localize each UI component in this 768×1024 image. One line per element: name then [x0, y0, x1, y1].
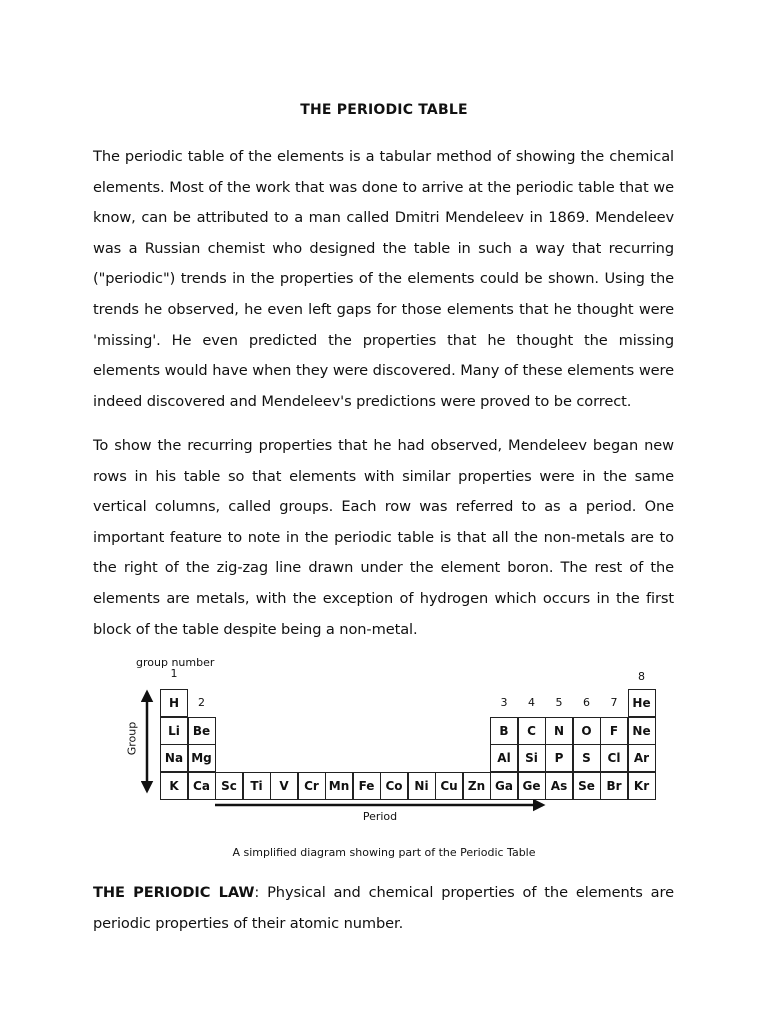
periodic-law-label: THE PERIODIC LAW [93, 884, 255, 901]
element-cell-as: As [545, 772, 573, 800]
diagram-caption: A simplified diagram showing part of the Periodic Table [232, 846, 536, 859]
group-number-2: 2 [198, 696, 205, 709]
paragraph-groups-periods: To show the recurring properties that he had observed, Mendeleev began new rows in his table so that elements with similar properties were in the same vertical columns, called groups. Each row was referred to as a period. One important feature to note in the periodic table is that all the non-metals are to the right of the zig-zag line drawn under the element boron. The rest of the elements are metals, with the exception of hydrogen which occurs in the first block of the table despite being a non-metal. [93, 437, 674, 638]
group-number-5: 5 [555, 696, 563, 709]
period-axis-label: Period [362, 810, 398, 823]
element-cell-h: H [160, 689, 188, 717]
group-number-label: group number [136, 656, 215, 669]
element-cell-s: S [573, 744, 601, 772]
group-number-4: 4 [528, 696, 535, 709]
page-title: THE PERIODIC TABLE [300, 102, 468, 118]
group-axis-label: Group [125, 721, 139, 756]
element-cell-ni: Ni [408, 772, 436, 800]
element-cell-n: N [545, 717, 573, 745]
element-cell-mg: Mg [188, 744, 216, 772]
element-cell-ga: Ga [490, 772, 518, 800]
group-number-1: 1 [170, 667, 178, 680]
element-cell-li: Li [160, 717, 188, 745]
group-number-7: 7 [610, 696, 618, 709]
periodic-law-text: : Physical and chemical properties of the elements are periodic properties of their atomic number. [93, 884, 674, 932]
element-cell-c: C [518, 717, 546, 745]
element-cell-ne: Ne [628, 717, 656, 745]
element-cell-zn: Zn [463, 772, 491, 800]
element-cell-al: Al [490, 744, 518, 772]
element-cell-cr: Cr [298, 772, 326, 800]
element-cell-be: Be [188, 717, 216, 745]
element-cell-k: K [160, 772, 188, 800]
group-number-3: 3 [500, 696, 508, 709]
element-cell-cl: Cl [600, 744, 628, 772]
element-cell-cu: Cu [435, 772, 463, 800]
element-cell-ti: Ti [243, 772, 271, 800]
element-cell-ge: Ge [518, 772, 546, 800]
element-cell-co: Co [380, 772, 408, 800]
element-cell-ar: Ar [628, 744, 656, 772]
element-cell-f: F [600, 717, 628, 745]
element-cell-b: B [490, 717, 518, 745]
element-cell-ca: Ca [188, 772, 216, 800]
element-cell-he: He [628, 689, 656, 717]
element-cell-sc: Sc [215, 772, 243, 800]
element-cell-v: V [270, 772, 298, 800]
element-cell-o: O [573, 717, 601, 745]
element-cell-si: Si [518, 744, 546, 772]
element-cell-se: Se [573, 772, 601, 800]
periodic-law-paragraph [93, 878, 674, 939]
group-number-6: 6 [583, 696, 590, 709]
paragraph-history: The periodic table of the elements is a tabular method of showing the chemical elements. Most of the work that was done to arrive at the periodic table that we know, can be attributed to a man called Dmitri Mendeleev in 1869. Mendeleev was a Russian chemist who designed the table in such a way that recurring ("periodic") trends in the properties of the elements could be shown. Using the trends he observed, he even left gaps for those elements that he thought were 'missing'. He even predicted the properties that he thought the missing elements would have when they were discovered. Many of these elements were indeed discovered and Mendeleev's predictions were proved to be correct. [93, 148, 674, 410]
element-cell-kr: Kr [628, 772, 656, 800]
element-cell-na: Na [160, 744, 188, 772]
element-cell-p: P [545, 744, 573, 772]
element-cell-mn: Mn [325, 772, 353, 800]
element-cell-br: Br [600, 772, 628, 800]
element-cell-fe: Fe [353, 772, 381, 800]
group-number-8: 8 [638, 670, 645, 683]
